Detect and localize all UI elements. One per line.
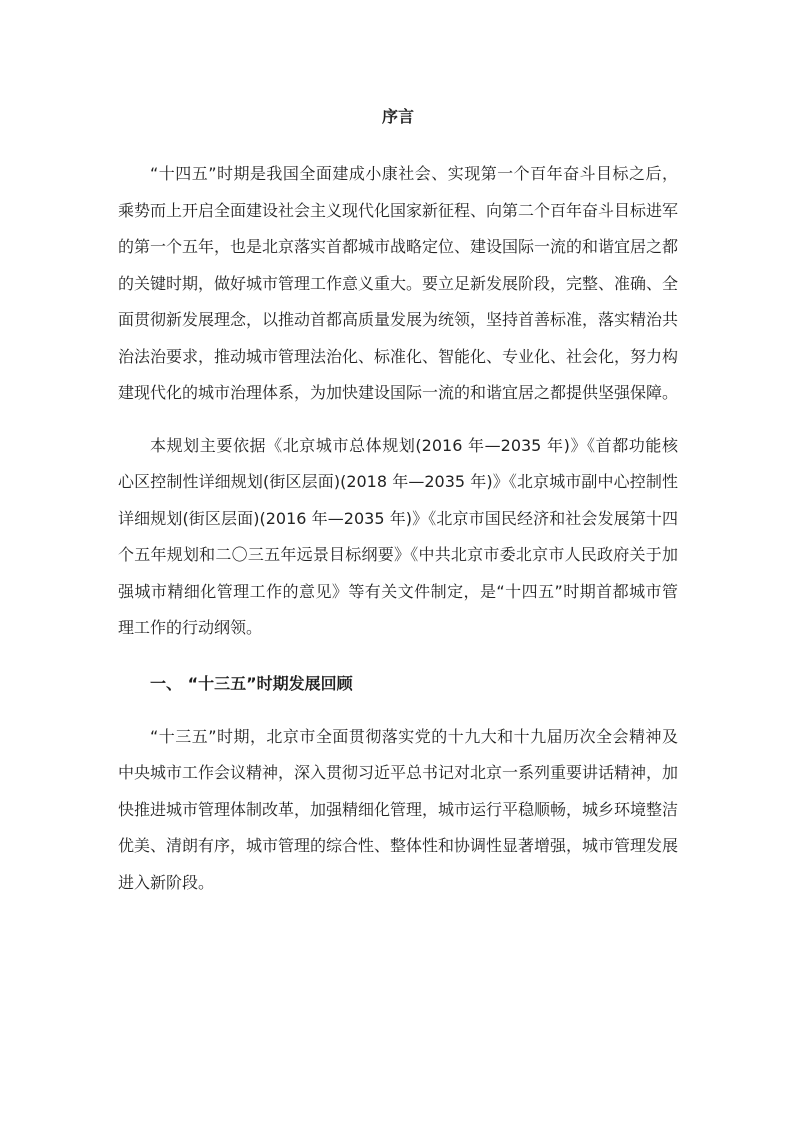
page-title: 序言 <box>381 107 414 126</box>
section-paragraph: “十三五”时期，北京市全面贯彻落实党的十九大和十九届历次全会精神及中央城市工作会议精神，深入贯彻习近平总书记对北京一系列重要讲话精神，加快推进城市管理体制改革，加强精细化管理，城市运行平稳顺畅，城乡环境整洁优美、清朗有序，城市管理的综合性、整体性和协调性显著增强，城市管理发展进入新阶段。 <box>118 726 679 892</box>
section-heading: 一、 “十三五”时期发展回顾 <box>150 673 353 693</box>
document-body <box>118 102 678 917</box>
preface-paragraph-2: 本规划主要依据《北京城市总体规划(2016 年—2035 年)》《首都功能核心区控制性详细规划(街区层面)(2018 年—2035 年)》《北京城市副中心控制性详细规划(街区层面)(2016 年—2035 年)》《北京市国民经济和社会发展第十四个五年规划和二〇三五年远景目标纲要》《中共北京市委北京市人民政府关于加强城市精细化管理工作的意见》等有关文件制定，是“十四五”时期首都城市管理工作的行动纲领。 <box>118 435 678 637</box>
preface-paragraph-1: “十四五”时期是我国全面建成小康社会、实现第一个百年奋斗目标之后，乘势而上开启全面建设社会主义现代化国家新征程、向第二个百年奋斗目标进军的第一个五年，也是北京落实首都城市战略定位、建设国际一流的和谐宜居之都的关键时期，做好城市管理工作意义重大。要立足新发展阶段，完整、准确、全面贯彻新发展理念，以推动首都高质量发展为统领，坚持首善标准，落实精治共治法治要求，推动城市管理法治化、标准化、智能化、专业化、社会化，努力构建现代化的城市治理体系，为加快建设国际一流的和谐宜居之都提供坚强保障。 <box>118 164 679 402</box>
